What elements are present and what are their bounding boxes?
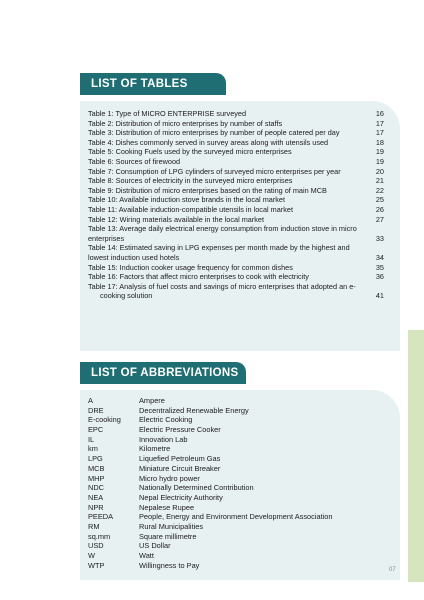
table-entry: [88, 195, 392, 205]
table-entry-label: Table 5: Cooking Fuels used by the surveyed micro enterprises: [88, 147, 292, 157]
list-of-tables-heading: LIST OF TABLES: [80, 73, 226, 95]
table-entry: [88, 167, 392, 177]
table-entry-page: 19: [375, 156, 384, 166]
table-entry-page: 18: [375, 137, 384, 147]
table-entry-label: Table 17: Analysis of fuel costs and savings of micro enterprises that adopted an e-cooking solution: [88, 281, 356, 301]
table-entry-page: 25: [375, 195, 384, 205]
abbreviation-entry: [88, 464, 398, 474]
table-entry-page: 36: [375, 272, 384, 282]
table-entry-page: 20: [375, 166, 384, 176]
abbreviation-term: WTP: [88, 560, 105, 570]
table-entry-label: Table 13: Average daily electrical energy consumption from induction stove in micro enterprises: [88, 224, 357, 243]
abbreviation-term: km: [88, 444, 98, 454]
table-entry: [88, 157, 392, 167]
abbreviation-definition: Ampere: [139, 396, 165, 405]
abbreviation-definition: Decentralized Renewable Energy: [139, 405, 249, 415]
abbreviation-entry: [88, 454, 398, 464]
table-entry: [88, 186, 392, 196]
abbreviations-panel: [80, 390, 400, 580]
table-entry: [88, 215, 392, 225]
table-entry-page: 27: [375, 214, 384, 224]
abbreviation-entry: [88, 396, 398, 406]
table-entry-page: 17: [375, 118, 384, 128]
abbreviation-definition: Electric Pressure Cooker: [139, 425, 221, 435]
abbreviation-entry: [88, 512, 398, 522]
abbreviation-term: RM: [88, 521, 100, 531]
abbreviation-term: A: [88, 396, 93, 405]
table-entry: [88, 176, 392, 186]
table-entry-label: Table 9: Distribution of micro enterprises based on the rating of main MCB: [88, 185, 327, 195]
page-number: 07: [389, 567, 396, 573]
table-entry: [88, 272, 392, 282]
abbreviation-entry: [88, 561, 398, 571]
table-entry: [88, 147, 392, 157]
table-entry-label: Table 6: Sources of firewood: [88, 156, 181, 166]
tables-list: [88, 109, 392, 301]
abbreviation-entry: [88, 522, 398, 532]
tables-panel: [80, 101, 400, 351]
abbreviation-entry: [88, 483, 398, 493]
table-entry-page: 35: [375, 262, 384, 272]
abbreviation-entry: [88, 444, 398, 454]
abbreviation-term: MHP: [88, 473, 105, 483]
abbreviation-entry: [88, 532, 398, 542]
abbreviation-term: PEEDA: [88, 512, 114, 522]
abbreviation-definition: US Dollar: [139, 541, 171, 551]
abbreviation-term: NDC: [88, 483, 105, 493]
abbreviation-term: EPC: [88, 425, 104, 435]
table-entry: [88, 263, 392, 273]
table-entry: [88, 224, 392, 243]
abbreviation-term: IL: [88, 434, 95, 444]
table-entry-page: 41: [375, 291, 384, 301]
table-entry-label: Table 12: Wiring materials available in the local market: [88, 214, 265, 224]
table-entry-label: Table 2: Distribution of micro enterprises by number of staffs: [88, 118, 283, 128]
abbreviation-definition: Rural Municipalities: [139, 521, 204, 531]
table-entry-page: 17: [375, 128, 384, 138]
abbreviations-list: [88, 396, 398, 570]
table-entry-page: 33: [375, 233, 384, 243]
table-entry-label: Table 1: Type of MICRO ENTERPRISE surveyed: [88, 109, 247, 118]
abbreviation-definition: Nepalese Rupee: [139, 502, 195, 512]
table-entry-page: 16: [375, 109, 384, 118]
table-entry: [88, 243, 392, 262]
abbreviation-definition: Innovation Lab: [139, 434, 188, 444]
table-entry-page: 34: [375, 252, 384, 262]
table-entry-label: Table 3: Distribution of micro enterprises by number of people catered per day: [88, 128, 340, 138]
table-entry: [88, 109, 392, 119]
abbreviation-entry: [88, 435, 398, 445]
table-entry-label: Table 7: Consumption of LPG cylinders of surveyed micro enterprises per year: [88, 166, 341, 176]
list-of-abbreviations-heading: LIST OF ABBREVIATIONS: [80, 362, 246, 384]
abbreviation-definition: Nationally Determined Contribution: [139, 483, 254, 493]
table-entry-label: Table 11: Available induction-compatible utensils in local market: [88, 204, 293, 214]
abbreviation-entry: [88, 551, 398, 561]
table-entry-label: Table 10: Available induction stove brands in the local market: [88, 195, 286, 205]
table-entry-page: 21: [375, 176, 384, 186]
table-entry-label: Table 15: Induction cooker usage frequency for common dishes: [88, 262, 293, 272]
abbreviation-term: W: [88, 551, 95, 560]
abbreviation-term: E-cooking: [88, 415, 121, 425]
abbreviation-definition: Willingness to Pay: [139, 560, 200, 570]
table-entry-label: Table 16: Factors that affect micro enterprises to cook with electricity: [88, 272, 309, 282]
side-accent-bar: [408, 330, 424, 582]
abbreviation-term: sq.mm: [88, 531, 111, 541]
table-entry-page: 19: [375, 147, 384, 157]
abbreviation-entry: [88, 503, 398, 513]
table-entry: [88, 282, 392, 301]
abbreviation-term: LPG: [88, 454, 103, 464]
abbreviation-entry: [88, 474, 398, 484]
abbreviation-term: USD: [88, 541, 104, 551]
abbreviation-definition: Micro hydro power: [139, 473, 200, 483]
table-entry-page: 26: [375, 204, 384, 214]
table-entry: [88, 205, 392, 215]
abbreviation-definition: Electric Cooking: [139, 415, 193, 425]
abbreviation-term: NPR: [88, 502, 104, 512]
table-entry-label: Table 4: Dishes commonly served in survey areas along with utensils used: [88, 137, 329, 147]
abbreviation-entry: [88, 415, 398, 425]
table-entry: [88, 138, 392, 148]
abbreviation-definition: Nepal Electricity Authority: [139, 492, 223, 502]
abbreviation-entry: [88, 406, 398, 416]
table-entry: [88, 119, 392, 129]
abbreviation-definition: Kilometre: [139, 444, 171, 454]
table-entry-label: Table 14: Estimated saving in LPG expenses per month made by the highest and lowest induction used hotels: [88, 243, 350, 262]
abbreviation-term: NEA: [88, 492, 104, 502]
abbreviation-term: DRE: [88, 405, 104, 415]
abbreviation-definition: Liquefied Petroleum Gas: [139, 454, 221, 464]
abbreviation-definition: People, Energy and Environment Development Association: [139, 512, 333, 522]
table-entry-label: Table 8: Sources of electricity in the surveyed micro enterprises: [88, 176, 293, 186]
abbreviation-entry: [88, 425, 398, 435]
abbreviation-definition: Square millimetre: [139, 531, 197, 541]
abbreviation-definition: Watt: [139, 551, 154, 560]
table-entry: [88, 128, 392, 138]
table-entry-page: 22: [375, 185, 384, 195]
abbreviation-definition: Miniature Circuit Breaker: [139, 463, 221, 473]
abbreviation-entry: [88, 541, 398, 551]
abbreviation-term: MCB: [88, 463, 105, 473]
abbreviation-entry: [88, 493, 398, 503]
